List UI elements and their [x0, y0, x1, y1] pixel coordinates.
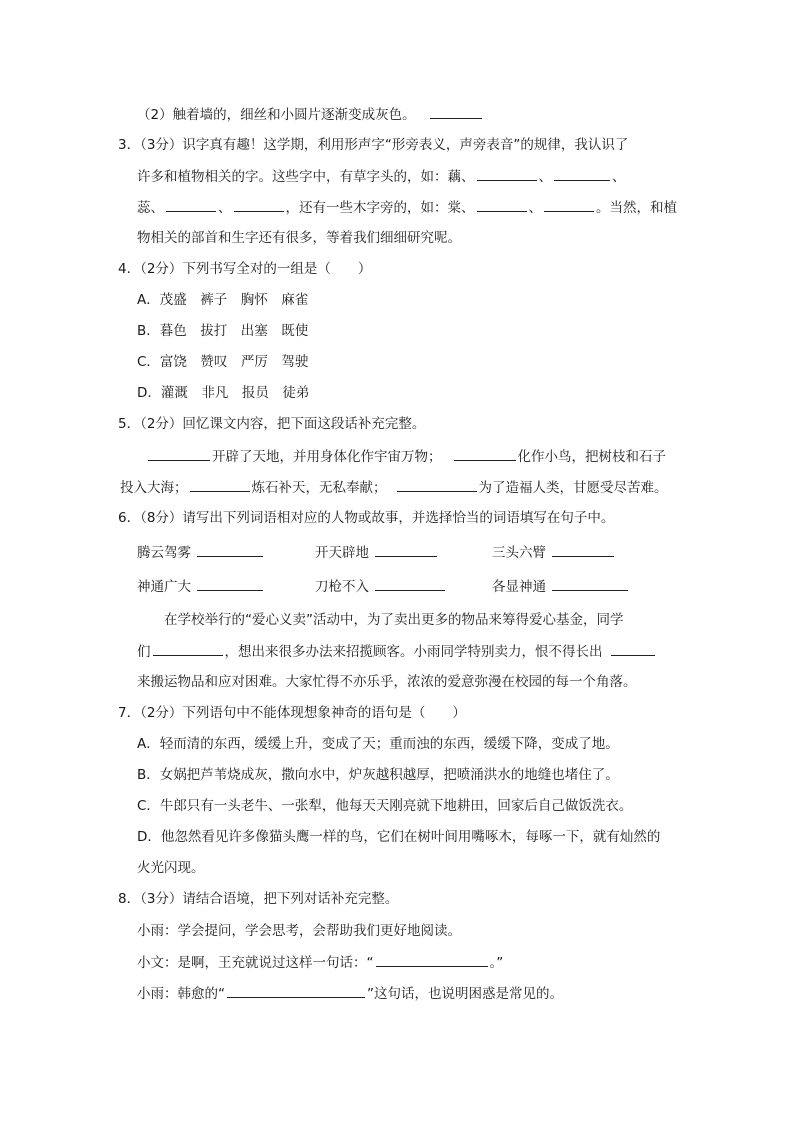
q8-heading: 8．（3分）请结合语境，把下列对话补充完整。 — [118, 891, 399, 907]
q6-paragraph-line-2: 们 ，想出来很多办法来招揽顾客。小雨同学特别卖力，恨不得长出 — [137, 641, 657, 662]
answer-blank[interactable] — [190, 477, 250, 492]
q6-paragraph-line-1: 在学校举行的“爱心义卖”活动中，为了卖出更多的物品来筹得爱心基金，同学 — [164, 612, 624, 628]
answer-blank[interactable] — [552, 542, 614, 557]
q4-option-a[interactable]: A．茂盛 裤子 胸怀 麻雀 — [137, 292, 309, 308]
answer-blank[interactable] — [375, 542, 437, 557]
q6-word-6: 各显神通 — [492, 576, 630, 597]
q4-heading: 4．（2分）下列书写全对的一组是（ ） — [118, 261, 372, 277]
answer-blank[interactable] — [552, 576, 628, 591]
answer-blank[interactable] — [477, 197, 527, 212]
answer-blank[interactable] — [454, 446, 516, 461]
answer-blank[interactable] — [477, 166, 537, 181]
q4-option-d[interactable]: D．灌溉 非凡 报员 徒弟 — [137, 385, 310, 401]
q7-option-b[interactable]: B．女娲把芦苇烧成灰，撒向水中，炉灰越积越厚，把喷涌洪水的地缝也堵住了。 — [137, 767, 619, 783]
q6-word-1: 腾云驾雾 — [137, 542, 265, 563]
answer-blank[interactable] — [554, 166, 610, 181]
q7-option-d-continued: 火光闪现。 — [137, 860, 205, 876]
answer-blank[interactable] — [227, 983, 365, 998]
q3-heading: 3．（3分）识字真有趣！这学期，利用形声字“形旁表义，声旁表音”的规律，我认识了 — [118, 137, 629, 153]
q5-line-2: 投入大海； 炼石补天，无私奉献； 为了造福人类，甘愿受尽苦难。 — [120, 477, 668, 498]
answer-blank[interactable] — [166, 197, 216, 212]
answer-blank[interactable] — [153, 641, 223, 656]
q8-dialogue-1: 小雨：学会提问，学会思考，会帮助我们更好地阅读。 — [137, 923, 461, 939]
answer-blank[interactable] — [197, 542, 263, 557]
q8-dialogue-3: 小雨：韩愈的“ ”这句话，也说明困惑是常见的。 — [137, 983, 563, 1004]
q6-word-3: 三头六臂 — [492, 542, 616, 563]
q7-option-c[interactable]: C．牛郎只有一头老牛、一张犁，他每天天刚亮就下地耕田，回家后自己做饭洗衣。 — [137, 798, 633, 814]
q3-line-3: 蕊、 、 ，还有一些木字旁的，如：棠、 、 。当然，和植 — [137, 197, 677, 218]
q5-line-1: 开辟了天地，并用身体化作宇宙万物； 化作小鸟，把树枝和石子 — [146, 446, 666, 467]
q7-heading: 7．（2分）下列语句中不能体现想象神奇的语句是（ ） — [118, 705, 466, 721]
q7-option-d[interactable]: D．他忽然看见许多像猫头鹰一样的鸟，它们在树叶间用嘴啄木，每啄一下，就有灿然的 — [137, 829, 661, 845]
q6-word-5: 刀枪不入 — [315, 576, 447, 597]
q3-line-2: 许多和植物相关的字。这些字中，有草字头的，如：藕、 、 、 — [137, 166, 626, 187]
q3-line-4: 物相关的部首和生字还有很多，等着我们细细研究呢。 — [137, 230, 461, 246]
q6-word-2: 开天辟地 — [315, 542, 439, 563]
answer-blank[interactable] — [375, 576, 445, 591]
q4-option-c[interactable]: C．富饶 赞叹 严厉 驾驶 — [137, 354, 309, 370]
q8-dialogue-2: 小文：是啊，王充就说过这样一句话：“ 。” — [137, 952, 503, 973]
answer-blank[interactable] — [197, 576, 263, 591]
q4-option-b[interactable]: B．暮色 拔打 出塞 既使 — [137, 323, 309, 339]
answer-blank[interactable] — [544, 197, 594, 212]
answer-blank[interactable] — [148, 446, 210, 461]
answer-blank[interactable] — [397, 477, 477, 492]
q6-heading: 6．（8分）请写出下列词语相对应的人物或故事，并选择恰当的词语填写在句子中。 — [118, 510, 615, 526]
q5-heading: 5．（2分）回忆课文内容，把下面这段话补充完整。 — [118, 416, 426, 432]
q6-paragraph-line-3: 来搬运物品和应对困难。大家忙得不亦乐乎，浓浓的爱意弥漫在校园的每一个角落。 — [137, 674, 637, 690]
q7-option-a[interactable]: A．轻而清的东西，缓缓上升，变成了天；重而浊的东西，缓缓下降，变成了地。 — [137, 736, 619, 752]
answer-blank[interactable] — [234, 197, 284, 212]
answer-blank[interactable] — [376, 952, 488, 967]
answer-blank[interactable] — [430, 104, 482, 119]
answer-blank[interactable] — [611, 641, 655, 656]
q2-item-2: （2）触着墙的，细丝和小圆片逐渐变成灰色。 — [137, 104, 484, 125]
q6-word-4: 神通广大 — [137, 576, 265, 597]
